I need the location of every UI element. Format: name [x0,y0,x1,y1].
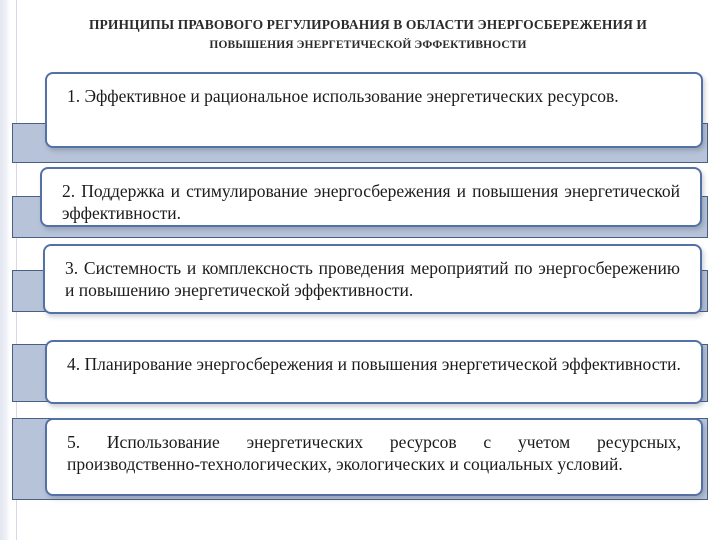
principle-card-4: 4. Планирование энергосбережения и повышения энергетической эффективности. [45,340,703,404]
slide-title [58,14,678,56]
title-line-2: ПОВЫШЕНИЯ ЭНЕРГЕТИЧЕСКОЙ ЭФФЕКТИВНОСТИ [209,39,527,51]
principle-card-3: 3. Системность и комплексность проведения мероприятий по энергосбережению и повышению энергетической эффективности. [43,244,702,314]
left-decorative-border [0,0,10,540]
principle-card-1: 1. Эффективное и рациональное использование энергетических ресурсов. [45,72,703,148]
principle-card-2: 2. Поддержка и стимулирование энергосбережения и повышения энергетической эффективности. [40,167,702,227]
title-line-1: ПРИНЦИПЫ ПРАВОВОГО РЕГУЛИРОВАНИЯ В ОБЛАСТИ ЭНЕРГОСБЕРЕЖЕНИЯ И [88,17,648,32]
principle-card-5: 5. Использование энергетических ресурсов с учетом ресурсных, производственно-технологических, экологических и социальных условий. [45,418,703,496]
